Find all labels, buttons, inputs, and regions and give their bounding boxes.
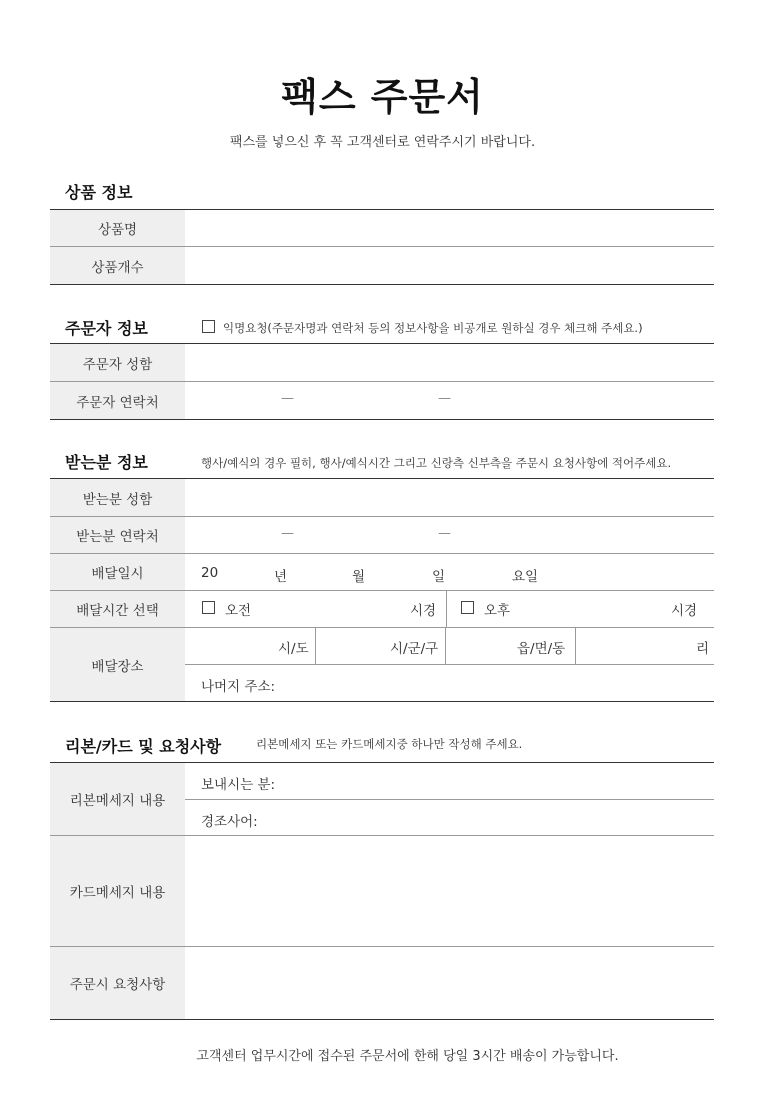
product-section-title: 상품 정보 xyxy=(65,183,133,202)
divider xyxy=(50,1019,714,1020)
phone-dash: — xyxy=(281,526,294,541)
am-hour-label: 시경 xyxy=(410,603,437,619)
divider xyxy=(575,628,576,664)
pm-checkbox[interactable] xyxy=(461,601,474,614)
ribbon-note: 리본메세지 또는 카드메세지중 하나만 작성해 주세요. xyxy=(256,737,523,751)
footer-note: 고객센터 업무시간에 접수된 주문서에 한해 당일 3시간 배송이 가능합니다. xyxy=(196,1049,619,1064)
ribbon-message-label: 리본메세지 내용 xyxy=(50,763,185,835)
address-sigungu: 시/군/구 xyxy=(390,641,439,657)
pm-label: 오후 xyxy=(484,603,511,619)
address-rest: 나머지 주소: xyxy=(201,679,276,695)
page-title: 팩스 주문서 xyxy=(281,75,484,119)
phone-dash: — xyxy=(438,526,451,541)
recipient-name-label: 받는분 성함 xyxy=(50,479,185,516)
recipient-contact-label: 받는분 연락처 xyxy=(50,517,185,553)
date-month-unit: 월 xyxy=(352,569,366,585)
am-checkbox[interactable] xyxy=(202,601,215,614)
divider xyxy=(315,628,316,664)
card-message-label: 카드메세지 내용 xyxy=(50,836,185,946)
sender-label: 보내시는 분: xyxy=(201,777,276,793)
date-weekday-unit: 요일 xyxy=(512,569,539,585)
anonymous-note: 익명요청(주문자명과 연락처 등의 정보사항을 비공개로 원하실 경우 체크해 주세요.) xyxy=(223,321,643,335)
recipient-note: 행사/예식의 경우 필히, 행사/예식시간 그리고 신랑측 신부측을 주문시 요청사항에 적어주세요. xyxy=(201,456,672,470)
phone-dash: — xyxy=(438,391,451,406)
address-ri: 리 xyxy=(696,641,710,657)
date-year-prefix: 20 xyxy=(201,565,219,581)
phone-dash: — xyxy=(281,391,294,406)
product-count-label: 상품개수 xyxy=(50,247,185,284)
delivery-time-label: 배달시간 선택 xyxy=(50,591,185,627)
date-day-unit: 일 xyxy=(432,569,446,585)
divider xyxy=(446,591,447,627)
divider xyxy=(185,664,714,665)
am-label: 오전 xyxy=(225,603,252,619)
orderer-contact-label: 주문자 연락처 xyxy=(50,382,185,419)
address-sido: 시/도 xyxy=(278,641,309,657)
product-name-label: 상품명 xyxy=(50,210,185,246)
orderer-name-label: 주문자 성함 xyxy=(50,344,185,381)
delivery-place-label: 배달장소 xyxy=(50,628,185,701)
divider xyxy=(50,701,714,702)
pm-hour-label: 시경 xyxy=(671,603,698,619)
condolence-label: 경조사어: xyxy=(201,814,258,830)
divider xyxy=(185,799,714,800)
recipient-section-title: 받는분 정보 xyxy=(65,453,148,472)
orderer-section-title: 주문자 정보 xyxy=(65,319,148,338)
page-subtitle: 팩스를 넣으신 후 꼭 고객센터로 연락주시기 바랍니다. xyxy=(229,135,536,150)
order-request-label: 주문시 요청사항 xyxy=(50,947,185,1019)
date-year-unit: 년 xyxy=(274,569,288,585)
anonymous-checkbox[interactable] xyxy=(202,320,215,333)
address-eupmyeondong: 읍/면/동 xyxy=(517,641,566,657)
divider xyxy=(50,284,714,285)
delivery-date-label: 배달일시 xyxy=(50,554,185,590)
divider xyxy=(50,419,714,420)
divider xyxy=(445,628,446,664)
ribbon-section-title: 리본/카드 및 요청사항 xyxy=(65,737,222,756)
